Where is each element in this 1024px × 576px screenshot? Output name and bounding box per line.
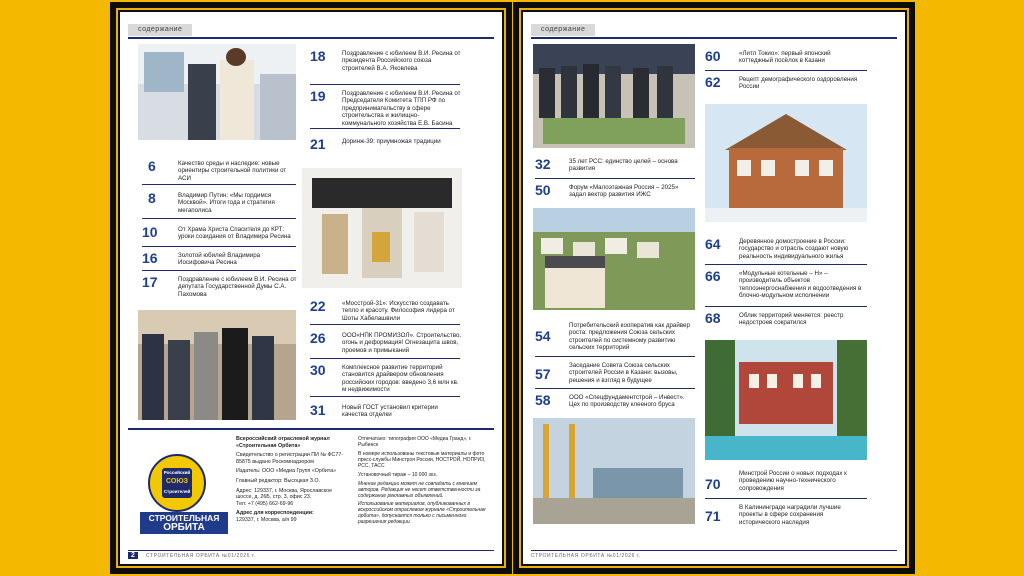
page-number: 60: [705, 48, 721, 64]
toc-entry[interactable]: [142, 190, 298, 214]
article-title: Деревянное домостроение в России: государство и отрасль создают новую реальность индивидуального жилья: [739, 238, 849, 260]
page-number: 19: [310, 88, 326, 104]
article-title: Форум «Малоэтажная Россия – 2025» задал вектор развития ИЖС: [569, 184, 679, 199]
toc-entry[interactable]: [705, 310, 875, 332]
toc-entry[interactable]: [705, 268, 875, 304]
article-title: Доринж-39: приумножая традиции: [342, 138, 441, 145]
divider: [535, 388, 695, 389]
toc-entry[interactable]: [705, 502, 875, 532]
article-title: Новый ГОСТ установил критерии качества отделки: [342, 404, 438, 419]
left-page-frame: [110, 2, 512, 574]
divider: [705, 264, 867, 265]
page-number: 32: [535, 156, 551, 172]
footer-text: СТРОИТЕЛЬНАЯ ОРБИТА №01/2026 г.: [146, 553, 256, 559]
imprint-column-1: [236, 436, 350, 524]
divider: [705, 306, 867, 307]
article-title: Золотой юбилей Владимира Иосифовича Ресина: [178, 252, 261, 267]
toc-entry[interactable]: [142, 250, 298, 270]
article-title: От Храма Христа Спасителя до КРТ: уроки созидания от Владимира Ресина: [178, 226, 291, 241]
left-page: [120, 12, 502, 564]
page-number: 31: [310, 402, 326, 418]
page-number: 8: [148, 190, 156, 206]
divider: [310, 396, 460, 397]
divider: [142, 184, 296, 185]
page-number: 22: [310, 298, 326, 314]
page-number: 6: [148, 158, 156, 174]
page-number: 57: [535, 366, 551, 382]
page-number: 66: [705, 268, 721, 284]
orbita-logo: [140, 512, 228, 534]
section-label: содержание: [531, 24, 595, 36]
toc-entry[interactable]: [535, 360, 705, 388]
photo-museum: [302, 168, 462, 288]
imprint-rule: [128, 428, 494, 430]
photo-construction: [533, 418, 695, 524]
article-title: Поздравление с юбилеем В.И. Ресина от президента Российского союза строителей В.А. Яковлева: [342, 50, 461, 72]
photo-wooden-house: [705, 104, 867, 222]
page-number: 17: [142, 274, 158, 290]
right-page-frame: [513, 2, 915, 574]
article-title: Комплексное развитие территорий становится драйвером обновления российских городов: введено 3,6 млн кв. м недвижимости: [342, 364, 459, 394]
article-title: Заседание Совета Союза сельских строителей России в Казани: вызовы, решения и взгляд в будущее: [569, 362, 678, 384]
orbita-logo-line1: СТРОИТЕЛЬНАЯ: [148, 513, 220, 523]
divider: [310, 128, 460, 129]
divider: [705, 70, 867, 71]
page-number: 26: [310, 330, 326, 346]
article-title: 35 лет РСС: единство целей – основа развития: [569, 158, 678, 173]
article-title: Качество среды и наследие: новые ориентиры строительной политики от АСИ: [178, 160, 287, 182]
page-number: 30: [310, 362, 326, 378]
page-number: 70: [705, 476, 721, 492]
page-number: 54: [535, 328, 551, 344]
article-title: Поздравление с юбилеем В.И. Ресина от Председателя Комитета ТПП РФ по предпринимательству в сфере строительства и жилищно-коммунального хозяйства Е.В. Басина: [342, 90, 461, 127]
article-title: «Модульные котельные – Н» – производитель объектов теплоэнергоснабжения и водоотведения в блочно-модульном исполнении: [739, 270, 862, 300]
toc-entry[interactable]: [705, 468, 875, 498]
divider: [310, 358, 460, 359]
toc-entry[interactable]: [535, 156, 705, 178]
imprint-circulation: Установочный тираж – 10 000 экз.: [358, 472, 438, 478]
divider: [535, 356, 695, 357]
imprint-registration: Свидетельство о регистрации ПИ № ФС77-85875 выдано Роскомнадзором: [236, 452, 344, 465]
page-number: 62: [705, 74, 721, 90]
toc-entry[interactable]: [310, 136, 470, 156]
toc-entry[interactable]: [310, 362, 470, 396]
page-number: 50: [535, 182, 551, 198]
imprint-corr-label: Адрес для корреспонденции:: [236, 510, 314, 517]
divider: [142, 218, 296, 219]
page-number: 58: [535, 392, 551, 408]
article-title: Рецепт демографического оздоровления России: [739, 76, 858, 91]
toc-entry[interactable]: [142, 274, 298, 304]
divider: [142, 246, 296, 247]
photo-delegation: [138, 310, 296, 420]
imprint-journal-title: Всероссийский отраслевой журнал «Строительная Орбита»: [236, 436, 330, 449]
footer-text: СТРОИТЕЛЬНАЯ ОРБИТА №01/2026 г.: [531, 553, 641, 559]
toc-entry[interactable]: [142, 224, 298, 244]
page-number: 68: [705, 310, 721, 326]
toc-entry[interactable]: [535, 320, 705, 356]
article-title: Облик территорий меняется: реестр недостроев сократился: [739, 312, 844, 327]
divider: [310, 324, 460, 325]
imprint-phone: Тел: +7 (495) 662-69-96: [236, 500, 294, 507]
section-header: [531, 22, 897, 40]
page-number: 71: [705, 508, 721, 524]
page-number: 16: [142, 250, 158, 266]
imprint-corr-address: 129337, г. Москва, а/я 99: [236, 516, 297, 523]
toc-entry[interactable]: [142, 158, 298, 182]
toc-entry[interactable]: [705, 74, 875, 100]
logo-text-top: Российский: [163, 470, 191, 475]
section-header: [128, 22, 494, 40]
union-logo: [148, 454, 206, 512]
logo-text-bottom: Строителей: [163, 489, 191, 494]
right-page: [523, 12, 905, 564]
article-title: ООО «Спецфундаментстрой – Инвест». Цех по производству клееного бруса: [569, 394, 685, 409]
orbita-logo-line2: ОРБИТА: [163, 522, 205, 533]
imprint-copyright: Использование материалов, опубликованных в всероссийском отраслевом журнале «Строительная орбита», допускается только с письменного разрешения редакции.: [358, 501, 486, 525]
article-title: ООО«НПК ПРОМИЗОЛ». Строительство, огонь и деформация! Огнезащита швов, проемов и примыканий: [342, 332, 462, 354]
toc-entry[interactable]: [535, 392, 705, 414]
toc-entry[interactable]: [705, 236, 875, 266]
divider: [535, 178, 695, 179]
article-title: Владимир Путин: «Мы гордимся Москвой». Итоги года и стратегия мегаполиса: [178, 192, 275, 214]
photo-manor: [705, 340, 867, 460]
footer-page-number: 2: [128, 552, 138, 559]
article-title: Поздравление с юбилеем В.И. Ресина от депутата Государственной Думы С.А. Пахомова: [178, 276, 297, 298]
toc-entry[interactable]: [535, 182, 705, 204]
header-rule: [531, 37, 897, 39]
imprint-address: Адрес: 129337, г. Москва, Ярославское шоссе, д. 26Б, стр. 3, офис 23.: [236, 487, 333, 501]
page-number: 21: [310, 136, 326, 152]
page-footer: [531, 550, 897, 560]
article-title: Потребительский кооператив как драйвер роста: предложения Союза сельских строителей по системному развитию сельских территорий: [569, 322, 690, 352]
imprint-publisher: Издатель: ООО «Медиа Групп «Орбита»: [236, 468, 337, 475]
toc-entry[interactable]: [310, 298, 470, 326]
imprint-printed: Отпечатано: типография ООО «Медиа Гранд», г. Рыбинск: [358, 436, 472, 448]
divider: [142, 270, 296, 271]
imprint-editor: Главный редактор: Высоцкая З.О.: [236, 477, 320, 484]
page-footer: [128, 550, 494, 560]
page-number: 10: [142, 224, 158, 240]
photo-village: [533, 208, 695, 310]
page-number: 64: [705, 236, 721, 252]
article-title: «Литл Токио»: первый японский коттеджный посёлок в Казани: [739, 50, 831, 65]
imprint-sources: В номере использованы текстовые материалы и фото пресс-службы Минстроя России, НОСТРОЙ, НОПРИЗ, РСС, ТАСС: [358, 451, 486, 469]
article-title: Минстрой России о новых подходах к проведению научно-технического сопровождения: [739, 470, 847, 492]
photo-meeting: [533, 44, 695, 148]
imprint-disclaimer: Мнение редакции может не совпадать с мнением авторов. Редакция не несет ответственности за содержание рекламных объявлений.: [358, 481, 481, 499]
header-rule: [128, 37, 494, 39]
photo-exhibition: [138, 44, 296, 140]
toc-entry[interactable]: [310, 48, 470, 78]
page-number: 18: [310, 48, 326, 64]
union-logo-emblem: [162, 468, 192, 498]
toc-entry[interactable]: [310, 330, 470, 358]
article-title: В Калининграде наградили лучшие проекты в сфере сохранения исторического наследия: [739, 504, 841, 526]
article-title: «Мосстрой-31»: Искусство создавать тепло и красоту. Философия лидера от Шоты Хабелашвили: [342, 300, 455, 322]
section-label: содержание: [128, 24, 192, 36]
divider: [310, 84, 460, 85]
imprint-column-2: [358, 436, 486, 525]
divider: [705, 498, 867, 499]
logo-text-mid: СОЮЗ: [166, 478, 188, 485]
toc-entry[interactable]: [310, 402, 470, 422]
